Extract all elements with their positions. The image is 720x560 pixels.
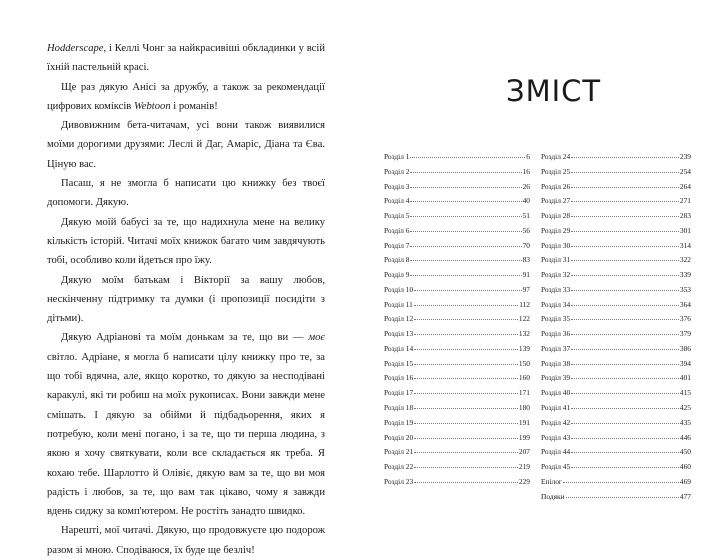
- toc-entry: [541, 209, 691, 224]
- toc-entry-label: Подяки: [541, 491, 565, 501]
- toc-entry-page: 207: [518, 447, 530, 457]
- toc-entry: [541, 431, 691, 446]
- toc-entry: [541, 475, 691, 490]
- toc-entry: [541, 150, 691, 165]
- toc-entry-label: Розділ 45: [541, 462, 571, 472]
- toc-entry-label: Розділ 19: [384, 417, 414, 427]
- toc-entry-page: 353: [679, 284, 691, 294]
- toc-entry-page: 322: [679, 255, 691, 265]
- dot-leader: [410, 210, 521, 217]
- toc-entry-page: 386: [679, 343, 691, 353]
- dot-leader: [571, 284, 679, 291]
- dot-leader: [414, 402, 518, 409]
- toc-entry-label: Розділ 37: [541, 343, 571, 353]
- dot-leader: [410, 195, 521, 202]
- toc-entry-page: 171: [518, 388, 530, 398]
- toc-entry-label: Розділ 11: [384, 299, 413, 309]
- toc-entry: [541, 224, 691, 239]
- dot-leader: [566, 491, 679, 498]
- toc-entry: [384, 209, 530, 224]
- dot-leader: [414, 343, 518, 350]
- toc-entry-label: Розділ 34: [541, 299, 571, 309]
- toc-entry-page: 364: [679, 299, 691, 309]
- toc-entry-page: 339: [679, 270, 691, 280]
- toc-entry-label: Розділ 13: [384, 329, 414, 339]
- dot-leader: [571, 195, 679, 202]
- dot-leader: [414, 476, 518, 483]
- toc-entry: [541, 416, 691, 431]
- dot-leader: [414, 432, 518, 439]
- toc-entry: [384, 460, 530, 475]
- toc-entry-label: Розділ 15: [384, 358, 414, 368]
- toc-entry: [384, 239, 530, 254]
- toc-entry: [541, 342, 691, 357]
- text-segment: Нарешті, мої читачі. Дякую, що продовжуєте цю подорож разом зі мною. Сподіваюся, їх буде ще безліч!: [47, 525, 325, 556]
- toc-entry-label: Розділ 39: [541, 373, 571, 383]
- dot-leader: [414, 313, 518, 320]
- dot-leader: [571, 210, 679, 217]
- toc-entry-page: 16: [522, 166, 530, 176]
- toc-entry-page: 264: [679, 181, 691, 191]
- toc-entry-label: Розділ 1: [384, 152, 410, 161]
- toc-entry: [384, 298, 530, 313]
- text-segment: світло. Адріане, я могла б написати цілу книжку про те, за що тобі вдячна, але, якщо коротко, то дякую за несподівані каракулі, які ти робиш на моїх рукописах. Вони завжди мене смішать. І дякую за обійми й підбадьорення, яких я потребую, коли мені погано, і за те, що ти перша людина, з якою я хочу святкувати, коли все складається як треба. Я кохаю тебе. Шарлотто й Олівіє, дякую вам за те, що ви моя радість і любов, за те, що вам так цікаво, чому я завжди вдень сиджу за комп'ютером. Не ростіть занадто швидко.: [47, 351, 325, 518]
- text-segment: , і Келлі Чонг за найкрасивіші обкладинки у всій їхній пастельній красі.: [47, 43, 325, 74]
- toc-entry-label: Розділ 21: [384, 447, 414, 457]
- dot-leader: [571, 299, 679, 306]
- toc-entry-label: Розділ 35: [541, 314, 571, 324]
- toc-entry: [541, 490, 691, 505]
- dot-leader: [410, 181, 521, 188]
- toc-entry: [384, 371, 530, 386]
- toc-entry-page: 394: [679, 358, 691, 368]
- toc-entry: [384, 268, 530, 283]
- toc-title: ЗМІСТ: [506, 74, 602, 108]
- toc-entry: [384, 342, 530, 357]
- toc-entry-page: 477: [679, 491, 691, 501]
- dot-leader: [571, 358, 679, 365]
- toc-entry-label: Розділ 41: [541, 403, 571, 413]
- toc-entry-label: Епілог: [541, 476, 562, 486]
- toc-entry-page: 379: [679, 329, 691, 339]
- toc-entry-page: 122: [518, 314, 530, 324]
- toc-entry: [384, 475, 530, 490]
- toc-entry-label: Розділ 5: [384, 211, 410, 221]
- dot-leader: [571, 328, 679, 335]
- dot-leader: [410, 254, 521, 261]
- toc-entry-label: Розділ 20: [384, 432, 414, 442]
- dot-leader: [571, 372, 679, 379]
- toc-entry-label: Розділ 17: [384, 388, 414, 398]
- toc-entry-page: 56: [522, 225, 530, 235]
- toc-entry-page: 254: [679, 166, 691, 176]
- toc-entry-page: 301: [679, 225, 691, 235]
- dot-leader: [571, 446, 679, 453]
- paragraph: [47, 116, 325, 174]
- toc-entry: [384, 283, 530, 298]
- dot-leader: [571, 254, 679, 261]
- toc-entry: [384, 312, 530, 327]
- dot-leader: [414, 417, 518, 424]
- dot-leader: [410, 166, 521, 173]
- toc-entry-page: 425: [679, 403, 691, 413]
- italic-text: Webtoon: [133, 100, 171, 112]
- toc-entry-page: 415: [679, 388, 691, 398]
- dot-leader: [414, 284, 521, 291]
- toc-entry-page: 180: [518, 403, 530, 413]
- toc-entry-label: Розділ 24: [541, 152, 571, 161]
- dot-leader: [571, 240, 679, 247]
- toc-entry-label: Розділ 3: [384, 181, 410, 191]
- toc-entry: [384, 253, 530, 268]
- toc-entry-label: Розділ 12: [384, 314, 414, 324]
- toc-entry: [541, 460, 691, 475]
- toc-entry-label: Розділ 23: [384, 476, 414, 486]
- toc-entry: [541, 401, 691, 416]
- toc-entry-page: 219: [518, 462, 530, 472]
- toc-entry-page: 283: [679, 211, 691, 221]
- text-segment: Дякую моїм батькам і Вікторії за вашу любов, нескінченну підтримку та думки (і пропозиції посидіти з дітьми).: [47, 274, 325, 325]
- dot-leader: [414, 299, 518, 306]
- toc-entry: [384, 150, 530, 165]
- toc-entry-label: Розділ 27: [541, 196, 571, 206]
- paragraph: [47, 39, 325, 78]
- toc-entry-page: 239: [679, 152, 691, 161]
- toc-entry-label: Розділ 9: [384, 270, 410, 280]
- toc-entry-label: Розділ 14: [384, 343, 414, 353]
- text-segment: Пасаш, я не змогла б написати цю книжку без твоєї допомоги. Дякую.: [47, 178, 325, 209]
- dot-leader: [571, 151, 679, 158]
- toc-entry: [384, 357, 530, 372]
- dot-leader: [571, 461, 679, 468]
- toc-entry: [384, 224, 530, 239]
- toc-entry: [384, 445, 530, 460]
- paragraph: [47, 213, 325, 271]
- toc-entry-label: Розділ 4: [384, 196, 410, 206]
- toc-entry-page: 199: [518, 432, 530, 442]
- paragraph: [47, 271, 325, 329]
- toc-entry-page: 271: [679, 196, 691, 206]
- acknowledgements-page: [47, 39, 325, 560]
- toc-entry-page: 91: [522, 270, 530, 280]
- toc-entry-label: Розділ 8: [384, 255, 410, 265]
- toc-entry: [384, 194, 530, 209]
- dot-leader: [571, 166, 679, 173]
- toc-entry: [541, 327, 691, 342]
- toc-entry-label: Розділ 7: [384, 240, 410, 250]
- dot-leader: [414, 387, 518, 394]
- dot-leader: [410, 269, 521, 276]
- toc-entry-page: 139: [518, 343, 530, 353]
- toc-entry: [384, 165, 530, 180]
- dot-leader: [410, 151, 525, 158]
- italic-text: моє: [308, 332, 325, 344]
- toc-entry-page: 40: [522, 196, 530, 206]
- toc-entry-page: 26: [522, 181, 530, 191]
- paragraph: [47, 78, 325, 117]
- text-segment: Дякую моїй бабусі за те, що надихнула мене на велику кількість історій. Читачі моїх книжок багато чим завдячують тобі, особливо коли йдеться про їжу.: [47, 216, 325, 267]
- toc-entry: [541, 253, 691, 268]
- text-segment: Ще раз дякую Анісі за дружбу, а також за рекомендації цифрових коміксів: [47, 81, 325, 112]
- toc-entry-label: Розділ 18: [384, 403, 414, 413]
- toc-entry-label: Розділ 33: [541, 284, 571, 294]
- dot-leader: [571, 343, 679, 350]
- toc-entry-page: 160: [518, 373, 530, 383]
- dot-leader: [410, 225, 521, 232]
- toc-entry-page: 191: [518, 417, 530, 427]
- toc-entry: [541, 283, 691, 298]
- dot-leader: [414, 446, 518, 453]
- toc-entry: [541, 180, 691, 195]
- toc-entry-label: Розділ 31: [541, 255, 571, 265]
- toc-entry: [541, 445, 691, 460]
- toc-entry: [541, 357, 691, 372]
- paragraph: [47, 521, 325, 560]
- toc-entry: [384, 327, 530, 342]
- text-segment: і романів!: [170, 100, 218, 112]
- toc-entry-label: Розділ 2: [384, 166, 410, 176]
- toc-entry: [541, 194, 691, 209]
- toc-entry: [541, 371, 691, 386]
- toc-entry-label: Розділ 22: [384, 462, 414, 472]
- dot-leader: [414, 328, 518, 335]
- toc-entry: [384, 431, 530, 446]
- toc-entry-page: 97: [522, 284, 530, 294]
- toc-entry-page: 376: [679, 314, 691, 324]
- dot-leader: [571, 387, 679, 394]
- toc-entry-label: Розділ 40: [541, 388, 571, 398]
- dot-leader: [571, 225, 679, 232]
- toc-entry-page: 150: [518, 358, 530, 368]
- toc-entry: [541, 239, 691, 254]
- dot-leader: [571, 402, 679, 409]
- toc-entry: [541, 268, 691, 283]
- toc-entry: [541, 312, 691, 327]
- dot-leader: [414, 358, 518, 365]
- toc-column-1: [384, 150, 530, 490]
- toc-entry-label: Розділ 43: [541, 432, 571, 442]
- toc-entry: [541, 165, 691, 180]
- toc-entry-label: Розділ 25: [541, 166, 571, 176]
- dot-leader: [414, 461, 518, 468]
- toc-entry-page: 435: [679, 417, 691, 427]
- toc-entry-label: Розділ 30: [541, 240, 571, 250]
- toc-entry-label: Розділ 26: [541, 181, 571, 191]
- dot-leader: [410, 240, 521, 247]
- toc-entry: [541, 298, 691, 313]
- toc-entry: [384, 416, 530, 431]
- toc-entry-page: 460: [679, 462, 691, 472]
- dot-leader: [571, 432, 679, 439]
- toc-entry-page: 469: [679, 476, 691, 486]
- toc-entry-page: 314: [679, 240, 691, 250]
- toc-entry-label: Розділ 44: [541, 447, 571, 457]
- toc-column-2: [541, 150, 691, 504]
- toc-entry-page: 112: [519, 299, 530, 309]
- toc-entry: [384, 401, 530, 416]
- toc-entry-label: Розділ 42: [541, 417, 571, 427]
- toc-entry-page: 6: [526, 152, 530, 161]
- toc-entry-label: Розділ 28: [541, 211, 571, 221]
- toc-entry-page: 446: [679, 432, 691, 442]
- dot-leader: [571, 269, 679, 276]
- paragraph: [47, 328, 325, 521]
- text-segment: Дивовижним бета-читачам, усі вони також виявилися моїми дорогими друзями: Леслі й Даг, Амаріс, Діана та Єва. Ціную вас.: [47, 120, 325, 170]
- toc-entry-label: Розділ 16: [384, 373, 414, 383]
- dot-leader: [571, 313, 679, 320]
- toc-entry-page: 83: [522, 255, 530, 265]
- italic-text: Hodderscape: [47, 43, 104, 54]
- toc-entry-label: Розділ 6: [384, 225, 410, 235]
- toc-entry-page: 132: [518, 329, 530, 339]
- paragraph: [47, 174, 325, 213]
- toc-entry-label: Розділ 29: [541, 225, 571, 235]
- toc-entry-label: Розділ 32: [541, 270, 571, 280]
- dot-leader: [571, 417, 679, 424]
- toc-entry-page: 450: [679, 447, 691, 457]
- toc-entry-page: 70: [522, 240, 530, 250]
- toc-entry-page: 401: [679, 373, 691, 383]
- dot-leader: [571, 181, 679, 188]
- text-segment: Дякую Адріанові та моїм донькам за те, що ви —: [61, 332, 309, 344]
- toc-entry-label: Розділ 38: [541, 358, 571, 368]
- toc-entry-page: 51: [522, 211, 530, 221]
- toc-entry: [384, 386, 530, 401]
- toc-entry: [384, 180, 530, 195]
- dot-leader: [563, 476, 679, 483]
- dot-leader: [414, 372, 518, 379]
- toc-entry-label: Розділ 10: [384, 284, 414, 294]
- toc-entry-page: 229: [518, 476, 530, 486]
- toc-entry: [541, 386, 691, 401]
- toc-entry-label: Розділ 36: [541, 329, 571, 339]
